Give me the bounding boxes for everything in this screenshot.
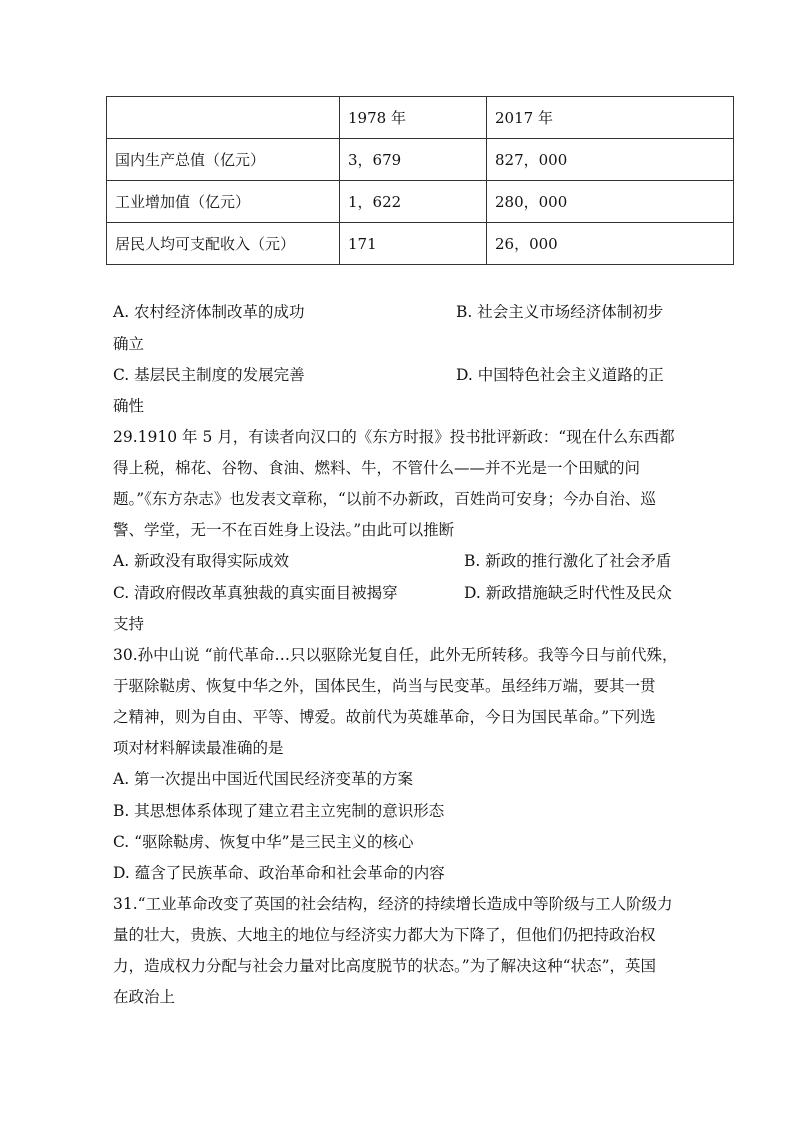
q29-option-d-continued: 支持	[113, 615, 145, 633]
q29-stem-line: 警、学堂，无一不在百姓身上设法。”由此可以推断	[113, 521, 455, 539]
table-header-cell: 2017 年	[487, 97, 734, 139]
q31-stem-line: 量的壮大，贵族、大地主的地位与经济实力都大为下降了，但他们仍把持政治权	[113, 926, 656, 944]
q29-stem-line: 得上税，棉花、谷物、食油、燃料、牛，不管什么——并不光是一个田赋的问	[113, 459, 641, 477]
table-cell: 工业增加值（亿元）	[107, 181, 340, 223]
q30-option-a[interactable]: A. 第一次提出中国近代国民经济变革的方案	[113, 770, 414, 788]
q28-option-b-continued: 确立	[113, 335, 145, 353]
q30-stem-line: 之精神，则为自由、平等、博爱。故前代为英雄革命，今日为国民革命。”下列选	[113, 708, 656, 726]
q31-stem-line: 31.“工业革命改变了英国的社会结构，经济的持续增长造成中等阶级与工人阶级力	[113, 895, 673, 913]
table-cell: 1，622	[340, 181, 487, 223]
q31-stem-line: 在政治上	[113, 988, 176, 1006]
table-cell: 827，000	[487, 139, 734, 181]
q29-option-b[interactable]: B. 新政的推行激化了社会矛盾	[464, 552, 672, 570]
q30-stem-line: 30.孙中山说 “前代革命…只以驱除光复自任，此外无所转移。我等今日与前代殊，	[113, 646, 678, 664]
table-cell: 3，679	[340, 139, 487, 181]
table-row	[107, 181, 734, 223]
table-cell: 国内生产总值（亿元）	[107, 139, 340, 181]
q29-option-c[interactable]: C. 清政府假改革真独裁的真实面目被揭穿	[113, 584, 398, 602]
table-row	[107, 139, 734, 181]
q28-option-c[interactable]: C. 基层民主制度的发展完善	[113, 366, 305, 384]
q29-option-a[interactable]: A. 新政没有取得实际成效	[113, 552, 290, 570]
economic-data-table	[106, 96, 734, 265]
table-cell: 26，000	[487, 223, 734, 265]
q29-stem-line: 29.1910 年 5 月，有读者向汉口的《东方时报》投书批评新政：“现在什么东西都	[113, 428, 675, 446]
table-header-cell	[107, 97, 340, 139]
table-cell: 171	[340, 223, 487, 265]
q28-option-d[interactable]: D. 中国特色社会主义道路的正	[456, 366, 664, 384]
q30-option-c[interactable]: C. “驱除鞑虏、恢复中华”是三民主义的核心	[113, 833, 414, 851]
q29-stem-line: 题。”《东方杂志》也发表文章称，“以前不办新政，百姓尚可安身；今办自治、巡	[113, 490, 656, 508]
table-cell: 居民人均可支配收入（元）	[107, 223, 340, 265]
table-header-cell: 1978 年	[340, 97, 487, 139]
q28-option-d-continued: 确性	[113, 397, 145, 415]
q28-option-a[interactable]: A. 农村经济体制改革的成功	[113, 303, 305, 321]
q30-stem-line: 于驱除鞑虏、恢复中华之外，国体民生，尚当与民变革。虽经纬万端，要其一贯	[113, 677, 656, 695]
q30-option-d[interactable]: D. 蕴含了民族革命、政治革命和社会革命的内容	[113, 864, 445, 882]
table-cell: 280，000	[487, 181, 734, 223]
q30-stem-line: 项对材料解读最准确的是	[113, 739, 284, 757]
q28-option-b[interactable]: B. 社会主义市场经济体制初步	[456, 303, 664, 321]
table-header-row	[107, 97, 734, 139]
q30-option-b[interactable]: B. 其思想体系体现了建立君主立宪制的意识形态	[113, 802, 445, 820]
table-row	[107, 223, 734, 265]
q31-stem-line: 力，造成权力分配与社会力量对比高度脱节的状态。”为了解决这种“状态”，英国	[113, 957, 657, 975]
q29-option-d[interactable]: D. 新政措施缺乏时代性及民众	[464, 584, 672, 602]
